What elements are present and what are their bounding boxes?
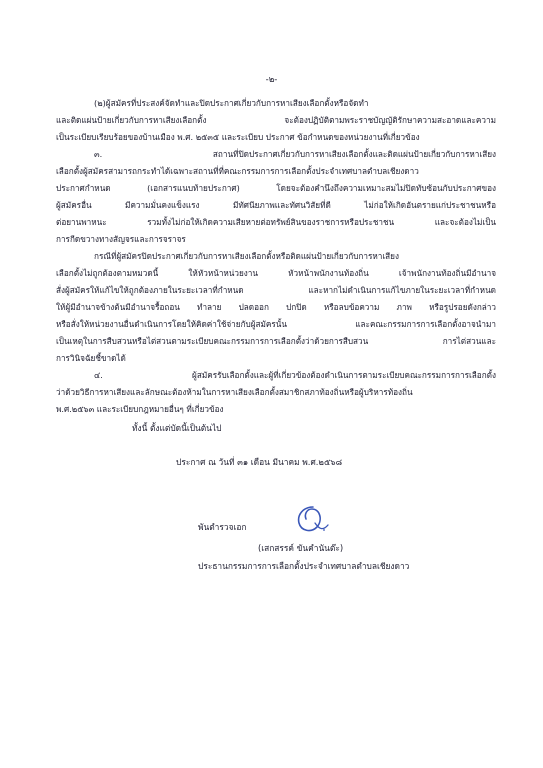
paragraph-line: เป็นระเบียบเรียบร้อยของบ้านเมือง พ.ศ. ๒๕๓๕ และระเบียบ ประกาศ ข้อกำหนดของหน่วยงานที่เกี่ยวข้อง <box>56 132 420 142</box>
paragraph-line: เลือกตั้งผู้สมัครสามารถกระทำได้เฉพาะสถานที่ที่คณะกรรมการการเลือกตั้งประจำเทศบาลตำบลเชียงดาว <box>56 166 419 176</box>
paragraph-line: กรณีที่ผู้สมัครปิดประกาศเกี่ยวกับการหาเสียงเลือกตั้งหรือติดแผ่นป้ายเกี่ยวกับการหาเสียง <box>94 251 399 261</box>
paragraph-1 <box>56 95 496 146</box>
paragraph-line: พ.ศ.๒๕๖๓ และระเบียบกฎหมายอื่นๆ ที่เกี่ยวข้อง <box>56 404 224 414</box>
paragraph-line: หรือสั่งให้หน่วยงานอื่นดำเนินการโดยให้คิดค่าใช้จ่ายกับผู้สมัครนั้น และคณะกรรมการการเลือกตั้งอาจนำมา <box>56 319 496 329</box>
paragraph-line: สั่งผู้สมัครให้แก้ไขให้ถูกต้องภายในระยะเวลาที่กำหนด และหากไม่ดำเนินการแก้ไขภายในระยะเวลาที่กำหนด <box>56 285 496 295</box>
effective-text: ทั้งนี้ ตั้งแต่บัดนี้เป็นต้นไป <box>132 423 222 433</box>
paragraph-line: ว่าด้วยวิธีการหาเสียงและลักษณะต้องห้ามในการหาเสียงเลือกตั้งสมาชิกสภาท้องถิ่นหรือผู้บริหารท้องถิ่น <box>56 387 413 397</box>
signer-position: ประธานกรรมการการเลือกตั้งประจำเทศบาลตำบลเชียงดาว <box>198 561 410 571</box>
paragraph-line: ผู้สมัครอื่น มีความมั่นคงแข็งแรง มีทัศนียภาพและทัศนวิสัยที่ดี ไม่ก่อให้เกิดอันตรายแก่ประชาชนหรือ <box>56 200 496 210</box>
paragraph-line: ๔. ผู้สมัครรับเลือกตั้งและผู้ที่เกี่ยวข้องต้องดำเนินการตามระเบียบคณะกรรมการการเลือกตั้ง <box>94 370 496 380</box>
paragraph-line: ให้ผู้มีอำนาจข้างต้นมีอำนาจรื้อถอน ทำลาย ปลดออก ปกปิด หรือลบข้อความ ภาพ หรือรูปรอยดังกล่าว <box>56 302 496 312</box>
paragraph-4 <box>56 367 496 418</box>
paragraph-line: ต่อยานพาหนะ รวมทั้งไม่ก่อให้เกิดความเสียหายต่อทรัพย์สินของราชการหรือประชาชน และจะต้องไม่เป็น <box>56 217 496 227</box>
signer-name: (เสกสรรค์ ขันคำนันต๊ะ) <box>258 543 344 553</box>
paragraph-line: และติดแผ่นป้ายเกี่ยวกับการหาเสียงเลือกตั้ง จะต้องปฏิบัติตามพระราชบัญญัติรักษาความสะอาดและความ <box>56 115 496 125</box>
paragraph-3 <box>56 248 496 367</box>
signature <box>291 503 331 537</box>
announcement-date: ประกาศ ณ วันที่ ๓๑ เดือน มีนาคม พ.ศ.๒๕๖๘ <box>176 457 343 467</box>
signer-rank: พันตำรวจเอก <box>198 522 247 532</box>
page-number: -๒- <box>265 75 278 85</box>
paragraph-2 <box>56 146 496 248</box>
paragraph-line: ประกาศกำหนด (เอกสารแนบท้ายประกาศ) โดยจะต้องคำนึงถึงความเหมาะสมไม่ปิดทับซ้อนกับประกาศของ <box>56 183 496 193</box>
paragraph-line: (๒)ผู้สมัครที่ประสงค์จัดทำและปิดประกาศเกี่ยวกับการหาเสียงเลือกตั้งหรือจัดทำ <box>94 98 369 108</box>
paragraph-line: เป็นเหตุในการสืบสวนหรือไต่สวนตามระเบียบคณะกรรมการการเลือกตั้งว่าด้วยการสืบสวน การไต่สวนและ <box>56 336 496 346</box>
paragraph-line: การกีดขวางทางสัญจรและการจราจร <box>56 234 186 244</box>
paragraph-line: ๓. สถานที่ปิดประกาศเกี่ยวกับการหาเสียงเลือกตั้งและติดแผ่นป้ายเกี่ยวกับการหาเสียง <box>94 149 496 159</box>
paragraph-line: การวินิจฉัยชี้ขาดได้ <box>56 353 126 363</box>
paragraph-line: เลือกตั้งไม่ถูกต้องตามหมวดนี้ ให้หัวหน้าหน่วยงาน หัวหน้าพนักงานท้องถิ่น เจ้าพนักงานท้องถิ่นมีอำนาจ <box>56 268 496 278</box>
